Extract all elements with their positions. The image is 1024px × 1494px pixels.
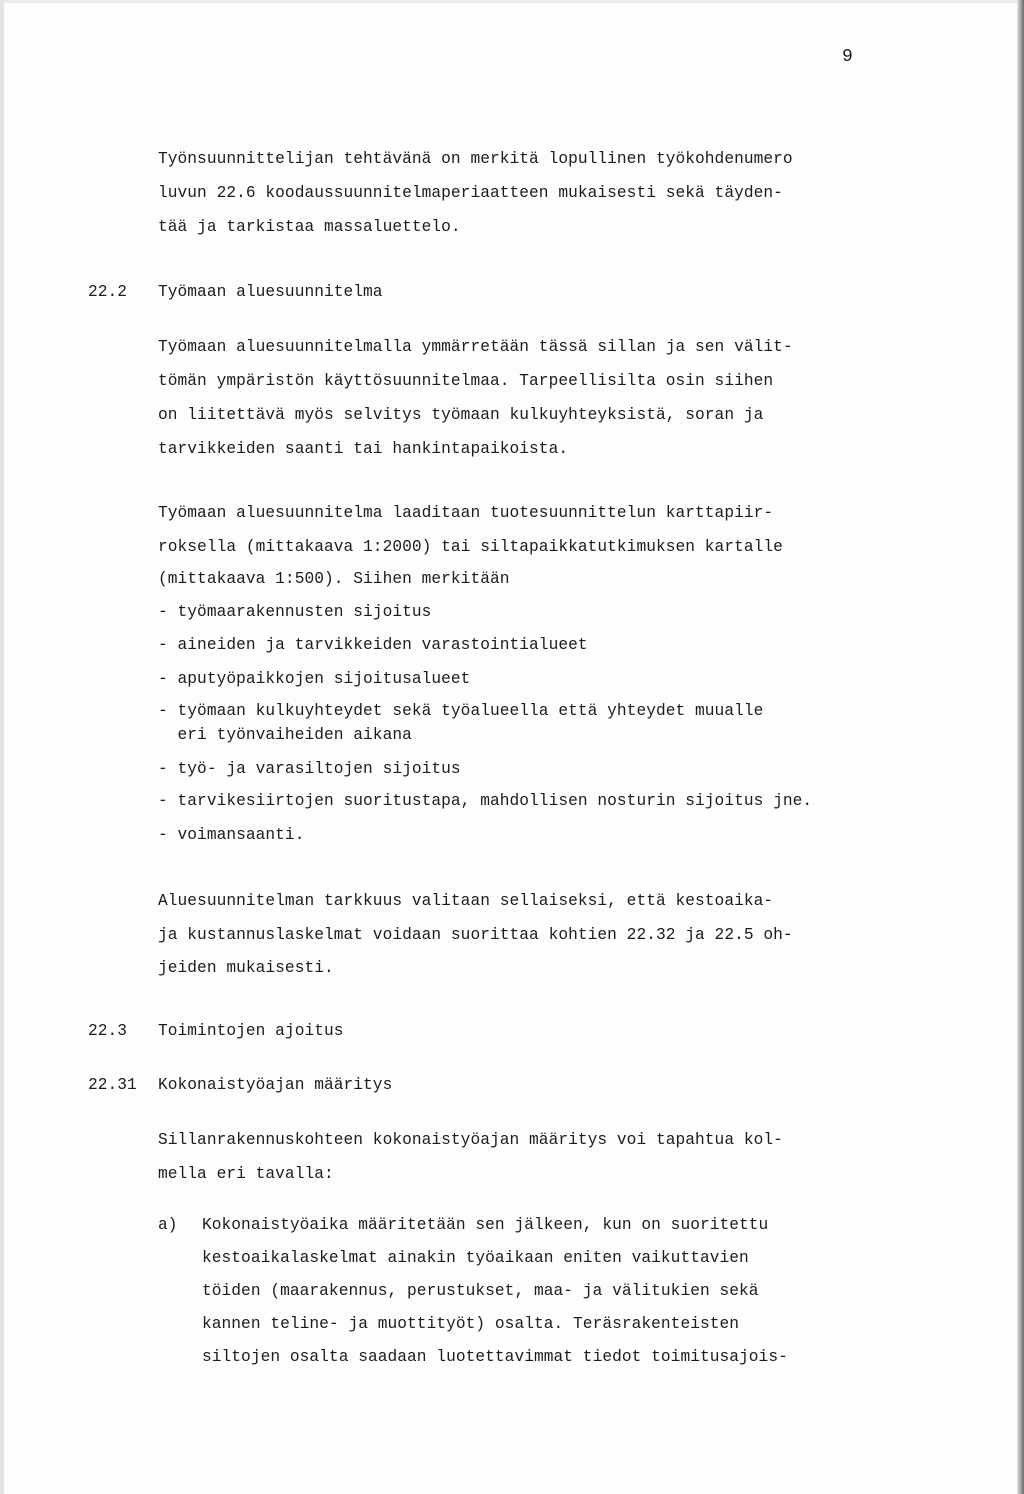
section-22-2-p1-line-2: tömän ympäristön käyttösuunnitelmaa. Tarpeellisilta osin siihen	[158, 372, 774, 390]
section-22-2-p1-line-1: Työmaan aluesuunnitelmalla ymmärretään tässä sillan ja sen välit-	[158, 338, 793, 356]
section-22-2-p3-line-2: ja kustannuslaskelmat voidaan suorittaa kohtien 22.32 ja 22.5 oh-	[158, 926, 793, 944]
section-22-2-p1-line-4: tarvikkeiden saanti tai hankintapaikoista.	[158, 440, 569, 458]
section-22-31-number: 22.31	[88, 1076, 137, 1094]
section-22-2-p3-line-3: jeiden mukaisesti.	[158, 959, 334, 977]
item-a-line-2: kestoaikalaskelmat ainakin työaikaan eniten vaikuttavien	[202, 1249, 749, 1267]
list-item: - aputyöpaikkojen sijoitusalueet	[158, 670, 471, 688]
scan-top-edge	[0, 0, 1024, 3]
intro-line-3: tää ja tarkistaa massaluettelo.	[158, 218, 461, 236]
section-22-2-title: Työmaan aluesuunnitelma	[158, 283, 383, 301]
section-22-2-p1-line-3: on liitettävä myös selvitys työmaan kulkuyhteyksistä, soran ja	[158, 406, 764, 424]
section-22-2-p2-line-2: roksella (mittakaava 1:2000) tai siltapaikkatutkimuksen kartalle	[158, 538, 783, 556]
section-22-3-title: Toimintojen ajoitus	[158, 1022, 344, 1040]
section-22-2-p2-line-3: (mittakaava 1:500). Siihen merkitään	[158, 570, 510, 588]
list-item: - aineiden ja tarvikkeiden varastointialueet	[158, 636, 588, 654]
intro-line-2: luvun 22.6 koodaussuunnitelmaperiaatteen mukaisesti sekä täyden-	[158, 184, 783, 202]
list-item: - tarvikesiirtojen suoritustapa, mahdollisen nosturin sijoitus jne.	[158, 792, 813, 810]
intro-line-1: Työnsuunnittelijan tehtävänä on merkitä lopullinen työkohdenumero	[158, 150, 793, 168]
item-a-line-5: siltojen osalta saadaan luotettavimmat tiedot toimitusajois-	[202, 1348, 788, 1366]
list-item-continuation: eri työnvaiheiden aikana	[158, 726, 412, 744]
section-22-31-title: Kokonaistyöajan määritys	[158, 1076, 393, 1094]
item-a-line-4: kannen teline- ja muottityöt) osalta. Teräsrakenteisten	[202, 1315, 740, 1333]
item-a-line-1: Kokonaistyöaika määritetään sen jälkeen, kun on suoritettu	[202, 1216, 769, 1234]
section-22-31-p-line-2: mella eri tavalla:	[158, 1165, 334, 1183]
list-item: - työ- ja varasiltojen sijoitus	[158, 760, 461, 778]
section-22-3-number: 22.3	[88, 1022, 128, 1040]
section-22-2-p2-line-1: Työmaan aluesuunnitelma laaditaan tuotesuunnittelun karttapiir-	[158, 504, 774, 522]
section-22-31-p-line-1: Sillanrakennuskohteen kokonaistyöajan määritys voi tapahtua kol-	[158, 1131, 783, 1149]
list-item: - voimansaanti.	[158, 826, 305, 844]
scan-left-edge	[0, 0, 4, 1494]
section-22-2-number: 22.2	[88, 283, 128, 301]
item-a-line-3: töiden (maarakennus, perustukset, maa- ja välitukien sekä	[202, 1282, 759, 1300]
list-item: - työmaarakennusten sijoitus	[158, 603, 432, 621]
section-22-2-p3-line-1: Aluesuunnitelman tarkkuus valitaan sellaiseksi, että kestoaika-	[158, 892, 774, 910]
scan-right-edge	[1017, 0, 1024, 1494]
page-number: 9	[842, 47, 853, 67]
list-item: - työmaan kulkuyhteydet sekä työalueella että yhteydet muualle	[158, 702, 764, 720]
item-a-label: a)	[158, 1216, 178, 1234]
